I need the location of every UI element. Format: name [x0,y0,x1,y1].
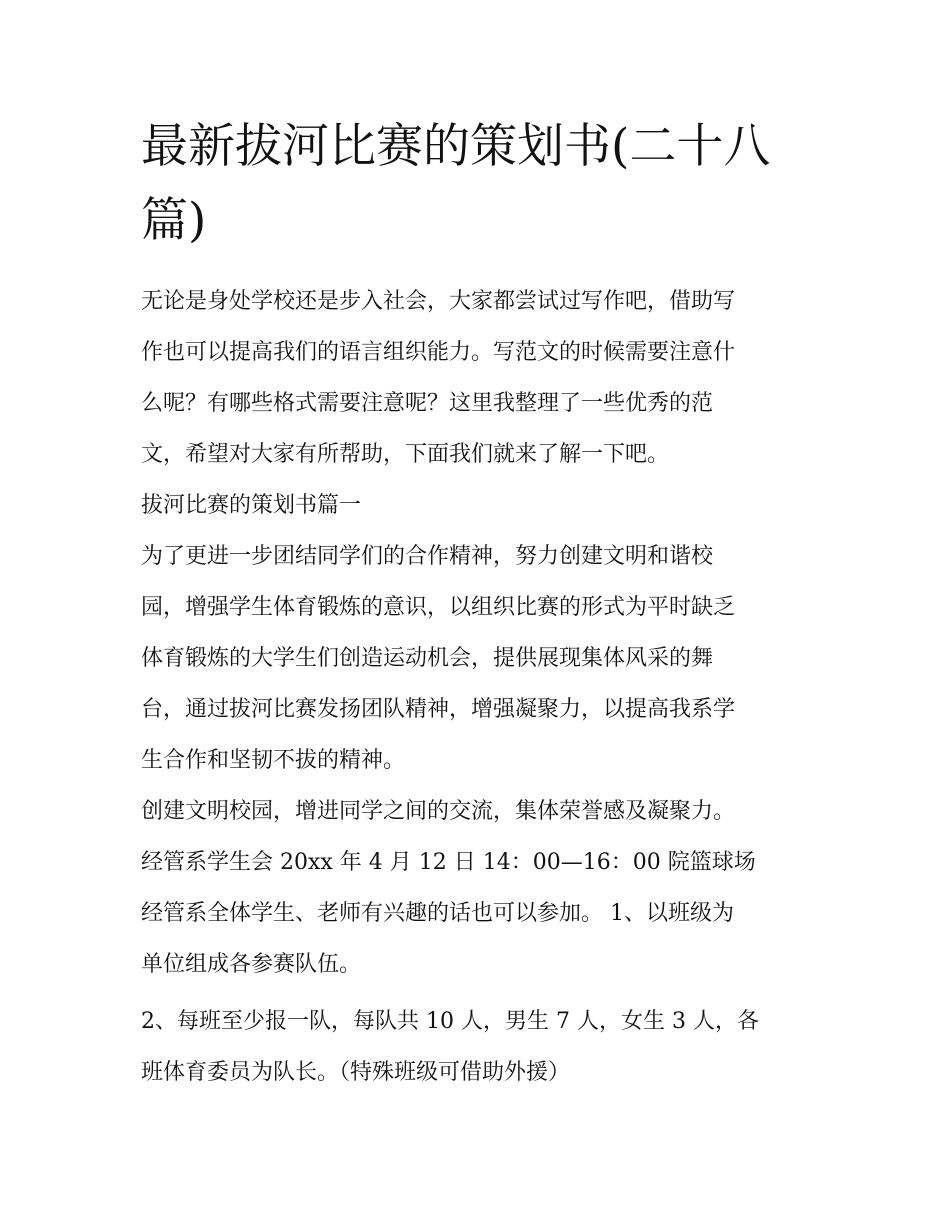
purpose-paragraph [141,531,813,786]
text-line: 经管系学生会 20xx 年 4 月 12 日 14：00—16：00 院篮球场 [141,850,756,875]
text-line: 园，增强学生体育锻炼的意识，以组织比赛的形式为平时缺乏 [141,595,736,620]
rules-paragraph [141,996,813,1098]
text-line: 体育锻炼的大学生们创造运动机会，提供展现集体风采的舞 [141,646,714,671]
document-title [141,110,813,258]
section-heading [141,480,813,531]
text-line: 2、每班至少报一队，每队共 10 人，男生 7 人，女生 3 人，各 [141,1009,759,1034]
text-line: 文，希望对大家有所帮助，下面我们就来了解一下吧。 [141,442,670,467]
participants-paragraph [141,888,813,990]
organizer-time-place-paragraph [141,837,813,888]
text-line: 创建文明校园，增进同学之间的交流，集体荣誉感及凝聚力。 [141,799,736,824]
text-line: 拔河比赛的策划书篇一 [141,493,362,518]
intro-paragraph [141,276,813,480]
text-line: 么呢？有哪些格式需要注意呢？这里我整理了一些优秀的范 [141,391,714,416]
theme-paragraph [141,786,813,837]
text-line: 单位组成各参赛队伍。 [141,952,362,977]
text-line: 作也可以提高我们的语言组织能力。写范文的时候需要注意什 [141,340,736,365]
text-line: 台，通过拔河比赛发扬团队精神，增强凝聚力，以提高我系学 [141,697,736,722]
title-line: 篇) [141,193,207,248]
text-line: 生合作和坚韧不拔的精神。 [141,748,406,773]
title-line: 最新拔河比赛的策划书(二十八 [141,119,771,174]
text-line: 班体育委员为队长。（特殊班级可借助外援） [141,1060,571,1085]
text-line: 无论是身处学校还是步入社会，大家都尝试过写作吧，借助写 [141,289,736,314]
document-body [141,276,813,1098]
text-line: 为了更进一步团结同学们的合作精神，努力创建文明和谐校 [141,544,714,569]
text-line: 经管系全体学生、老师有兴趣的话也可以参加。 1、以班级为 [141,901,734,926]
